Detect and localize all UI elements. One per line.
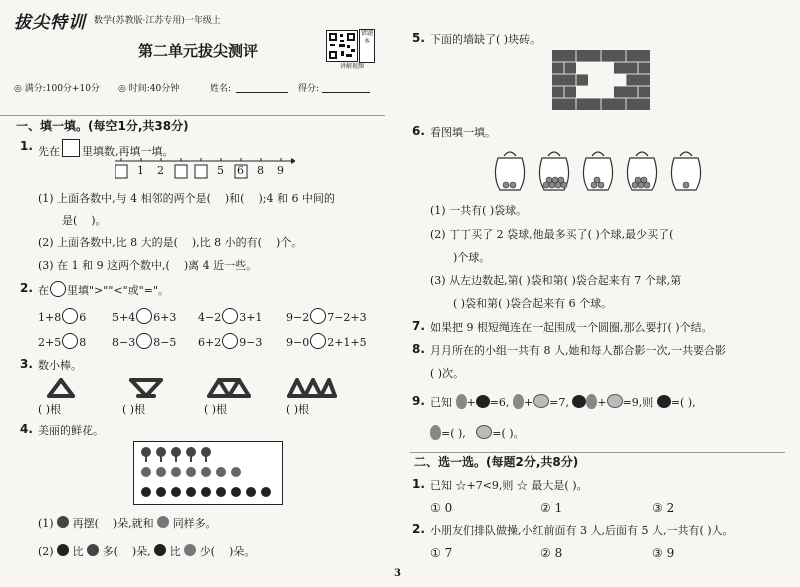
apple-icon [572,395,586,408]
q4-sub1: (1) 再摆( )朵,就和 同样多。 [38,517,217,530]
q4-sub2: (2) 比 多( )朵, 比 少( )朵。 [38,545,256,558]
tick-2: 2 [157,164,164,177]
compare-circle[interactable] [62,333,78,349]
tick-9: 9 [277,164,284,177]
s2-q1-prompt: 已知 ☆+7<9,则 ☆ 最大是( )。 [430,479,588,492]
q8-number: 8. [412,342,425,356]
s2-q1-option-2[interactable]: ② 1 [540,501,563,515]
compare-circle[interactable] [222,333,238,349]
q9-line2: =( ), =( )。 [430,425,525,441]
sticks-figure-3 [207,378,251,402]
tick-5: 5 [217,164,224,177]
q3-answer-4[interactable]: ( )根 [286,403,310,416]
brick-wall [552,50,650,114]
tick-1: 1 [137,164,144,177]
q2-row1-item4: 9−2 7−2+3 [286,308,367,324]
q1-sub3: (3) 在 1 和 9 这两个数中,( )离 4 近一些。 [38,259,258,272]
qr-label: 讲解视频 [340,63,365,70]
peach-icon [607,394,623,408]
q2-row2-item3: 6+2 9−3 [198,333,262,349]
q6-sub2: (2) 丁丁买了 2 袋球,他最多买了( )个球,最少买了( [430,228,674,241]
q3-answer-1[interactable]: ( )根 [38,403,62,416]
q4-prompt: 美丽的鲜花。 [38,424,104,437]
s2-q1-option-1[interactable]: ① 0 [430,501,453,515]
q2-number: 2. [20,281,33,295]
q2-row2-item4: 9−0 2+1+5 [286,333,367,349]
s2-q2-prompt: 小朋友们排队做操,小红前面有 3 人,后面有 5 人,一共有( )人。 [430,524,734,537]
score-field[interactable] [322,92,370,93]
s2-q1-number: 1. [412,477,425,491]
sticks-figure-4 [287,378,337,402]
q8-prompt-cont: ( )次。 [430,367,465,380]
compare-circle[interactable] [136,308,152,324]
section-divider [0,115,385,116]
name-field[interactable] [236,92,288,93]
compare-circle[interactable] [136,333,152,349]
flower-a-icon [57,516,69,528]
s2-q2-option-3[interactable]: ③ 9 [652,546,675,560]
s2-q2-number: 2. [412,522,425,536]
q5-prompt: 下面的墙缺了( )块砖。 [430,33,542,46]
subject-label: 数学(苏教版·江苏专用)一年级上 [94,16,221,26]
tick-8: 8 [257,164,264,177]
qr-code [326,30,358,62]
full-score: ◎ 满分:100分+10分 [14,84,100,94]
ball-bags [490,146,710,198]
page-title: 第二单元拔尖测评 [138,42,259,60]
name-label: 姓名: [210,84,232,94]
s2-q2-option-2[interactable]: ② 8 [540,546,563,560]
apple-icon [657,395,671,408]
apple-icon [476,395,490,408]
flower-a-icon [87,544,99,556]
sticks-figure-1 [46,378,76,402]
box-icon [62,139,80,157]
q2-prompt: 在 里填">""<"或"="。 [38,281,169,298]
q9-line1: 已知 + =6, + =7, + =9,则 =( ), [430,396,696,409]
flower-c-icon [154,544,166,556]
q6-prompt: 看图填一填。 [430,126,496,139]
pear-icon [513,394,524,409]
pear-icon [456,394,467,409]
q5-number: 5. [412,31,425,45]
q1-sub1: (1) 上面各数中,与 4 相邻的两个是( )和( );4 和 6 中间的 [38,192,335,205]
q6-sub3: (3) 从左边数起,第( )袋和第( )袋合起来有 7 个球,第 [430,274,682,287]
s2-q2-option-1[interactable]: ① 7 [430,546,453,560]
time-limit: ◎ 时间:40分钟 [118,84,180,94]
qr-side-label: 错题本 [359,29,375,63]
q1-prompt: 先在 里填数,再填一填。 [38,139,174,159]
q6-sub1: (1) 一共有( )袋球。 [430,204,528,217]
q3-answer-2[interactable]: ( )根 [122,403,146,416]
q6-sub2-cont: )个球。 [453,251,491,264]
q2-row2-item2: 8−3 8−5 [112,333,176,349]
flower-b-icon [184,544,196,556]
compare-circle[interactable] [222,308,238,324]
q2-row1-item1: 1+8 6 [38,308,86,324]
page-number: 3 [394,568,401,579]
q1-sub1-cont: 是( )。 [62,214,107,227]
q6-number: 6. [412,124,425,138]
flower-b-icon [157,516,169,528]
q4-number: 4. [20,422,33,436]
q3-prompt: 数小棒。 [38,359,82,372]
q7-prompt: 如果把 9 根短绳连在一起围成一个圆圈,那么要打( )个结。 [430,321,713,334]
score-label: 得分: [298,84,320,94]
q9-number: 9. [412,394,425,408]
circle-icon [50,281,66,297]
sticks-figure-2 [128,378,164,402]
q7-number: 7. [412,319,425,333]
peach-icon [476,425,492,439]
q6-sub3-cont: ( )袋和第( )袋合起来有 6 个球。 [453,297,613,310]
section2-heading: 二、选一选。(每题2分,共8分) [414,455,579,469]
compare-circle[interactable] [62,308,78,324]
s2-q1-option-3[interactable]: ③ 2 [652,501,675,515]
q2-row2-item1: 2+5 8 [38,333,86,349]
q8-prompt: 月月所在的小组一共有 8 人,她和每人都合影一次,一共要合影 [430,344,726,357]
flower-box [133,441,283,505]
section1-heading: 一、填一填。(每空1分,共38分) [16,119,189,133]
compare-circle[interactable] [310,308,326,324]
peach-icon [533,394,549,408]
q2-row1-item3: 4−2 3+1 [198,308,262,324]
pear-icon [430,425,441,440]
q3-answer-3[interactable]: ( )根 [204,403,228,416]
tick-6: 6 [237,164,244,177]
q2-row1-item2: 5+4 6+3 [112,308,176,324]
flower-c-icon [57,544,69,556]
pear-icon [586,394,597,409]
q1-sub2: (2) 上面各数中,比 8 大的是( ),比 8 小的有( )个。 [38,236,303,249]
q3-number: 3. [20,357,33,371]
q1-number: 1. [20,139,33,153]
brand-logo: 拔尖特训 [14,13,86,33]
compare-circle[interactable] [310,333,326,349]
